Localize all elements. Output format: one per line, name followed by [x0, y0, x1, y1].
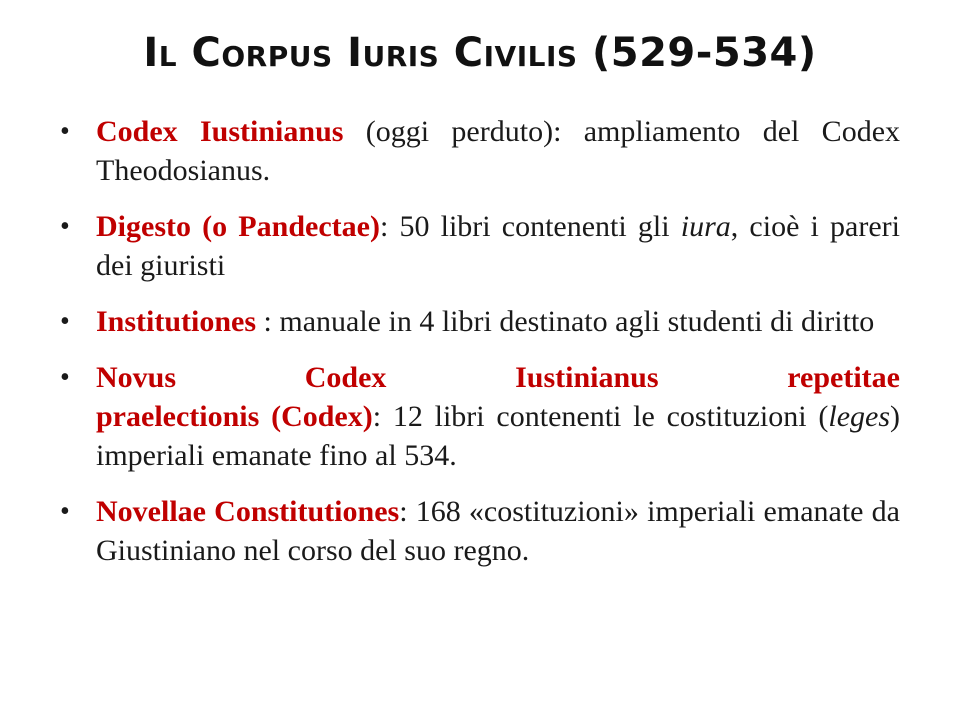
- bullet-novus-codex: [60, 358, 900, 475]
- term-first-line: [96, 358, 900, 397]
- bullet-text: : 12 libri contenenti le costituzioni (: [372, 400, 829, 433]
- term-digesto: Digesto (o Pandectae): [96, 210, 380, 243]
- bullet-novellae: [60, 492, 900, 570]
- bullet-codex-iustinianus: [60, 112, 900, 190]
- italic-iura: iura: [680, 210, 731, 243]
- bullet-digesto: [60, 207, 900, 285]
- bullet-list: [60, 112, 900, 587]
- bullet-text: (oggi perduto): ampliamento del Codex Theodosianus.: [96, 115, 901, 187]
- bullet-text: ) imperiali emanate fino al 534.: [96, 400, 900, 472]
- italic-leges: leges: [828, 400, 890, 433]
- term-word: Iustinianus: [515, 361, 659, 394]
- term-institutiones: Institutiones: [96, 305, 257, 338]
- term-novus-codex-end: praelectionis (Codex): [96, 400, 373, 433]
- term-codex-iustinianus: Codex Iustinianus: [96, 115, 344, 148]
- term-novellae: Novellae Constitutiones: [96, 495, 400, 528]
- bullet-text: : 50 libri contenenti gli: [379, 210, 681, 243]
- bullet-text: : manuale in 4 libri destinato agli studenti di diritto: [256, 305, 875, 338]
- term-word: • Novus: [96, 361, 177, 394]
- slide-title: Il Corpus Iuris Civilis (529-534): [143, 30, 817, 76]
- bullet-text: , cioè i pareri dei giuristi: [96, 210, 901, 282]
- term-word: Codex: [304, 361, 387, 394]
- bullet-institutiones: [60, 302, 900, 341]
- bullet-text: : 168 «costituzioni» imperiali emanate da Giustiniano nel corso del suo regno.: [96, 495, 900, 567]
- term-word: repetitae: [787, 361, 900, 394]
